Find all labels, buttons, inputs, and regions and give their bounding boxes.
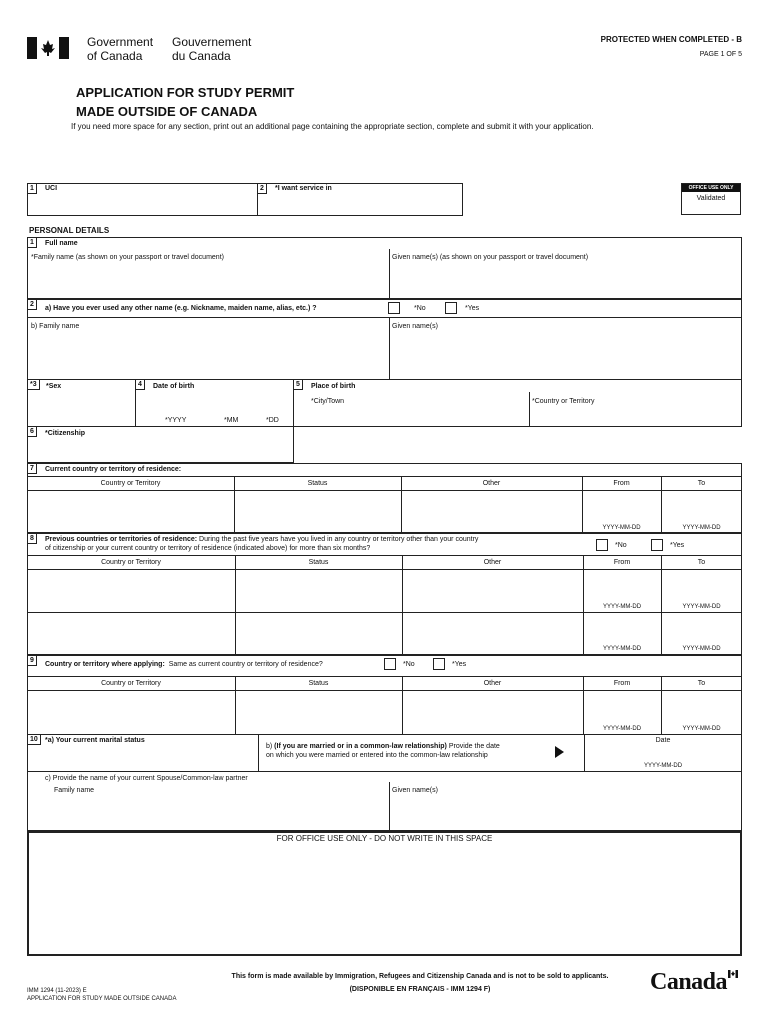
no-label: *No — [414, 305, 426, 312]
previous-row-1-other[interactable] — [404, 571, 581, 610]
field-number: 4 — [136, 380, 145, 390]
applying-other-input[interactable] — [404, 692, 581, 733]
other-family-name-label: b) Family name — [31, 323, 80, 330]
canada-wordmark: Canada — [650, 969, 727, 996]
other-given-names-input[interactable] — [392, 334, 739, 378]
col-to: To — [697, 559, 706, 566]
full-name-label: Full name — [45, 240, 78, 247]
spouse-given-names-input[interactable] — [392, 797, 739, 828]
sex-label: *Sex — [46, 383, 62, 390]
previous-row-1-country[interactable] — [29, 571, 233, 610]
country-applying-question: Country or territory where applying: Same as current country or territory of residence? — [45, 661, 323, 668]
sex-select[interactable] — [30, 394, 133, 424]
pob-country-label: *Country or Territory — [532, 398, 595, 405]
date-format-hint: YYYY-MM-DD — [602, 525, 641, 531]
current-to-input[interactable] — [663, 492, 740, 522]
dob-month-label: *MM — [224, 417, 239, 424]
date-format-hint: YYYY-MM-DD — [682, 726, 721, 732]
previous-row-1-status[interactable] — [237, 571, 400, 610]
other-name-question: a) Have you ever used any other name (e.g. Nickname, maiden name, alias, etc.) ? — [45, 305, 317, 312]
dob-year-label: *YYYY — [165, 417, 187, 424]
no-label: *No — [403, 661, 415, 668]
family-name-input[interactable] — [30, 265, 386, 297]
arrow-right-icon — [555, 746, 564, 758]
col-country: Country or Territory — [100, 480, 161, 487]
date-format-hint: YYYY-MM-DD — [602, 604, 642, 610]
applying-yes-checkbox[interactable] — [433, 658, 445, 670]
pob-country-select[interactable] — [532, 408, 739, 424]
yes-label: *Yes — [670, 542, 685, 549]
col-country: Country or Territory — [101, 559, 161, 566]
page-number: PAGE 1 OF 5 — [699, 51, 742, 58]
marriage-date-input[interactable] — [586, 746, 740, 760]
field-number: 7 — [28, 464, 37, 474]
marriage-date-label: Date — [655, 737, 671, 744]
field-number: 6 — [28, 427, 37, 437]
spouse-family-name-label: Family name — [54, 787, 95, 794]
col-from: From — [613, 559, 631, 566]
previous-row-2-status[interactable] — [237, 614, 400, 653]
yes-label: *Yes — [465, 305, 480, 312]
applying-status-select[interactable] — [237, 692, 400, 733]
col-to: To — [697, 480, 706, 487]
previous-row-2-other[interactable] — [404, 614, 581, 653]
other-name-no-checkbox[interactable] — [388, 302, 400, 314]
instruction-text: If you need more space for any section, print out an additional page containing the appropriate section, complete and submit it with your application. — [71, 122, 594, 131]
city-input[interactable] — [296, 408, 528, 424]
date-format-hint: YYYY-MM-DD — [682, 604, 721, 610]
field-number: 2 — [28, 300, 37, 310]
citizenship-select[interactable] — [30, 440, 291, 460]
current-other-input[interactable] — [403, 492, 580, 531]
office-use-area — [27, 831, 742, 956]
field-number: 1 — [28, 184, 37, 194]
uci-input[interactable] — [30, 195, 254, 214]
applying-no-checkbox[interactable] — [384, 658, 396, 670]
current-country-select[interactable] — [29, 492, 232, 531]
dob-input[interactable] — [138, 393, 290, 413]
yes-label: *Yes — [452, 661, 467, 668]
family-name-label: *Family name (as shown on your passport or travel document) — [31, 254, 224, 261]
previous-no-checkbox[interactable] — [596, 539, 608, 551]
date-format-hint: YYYY-MM-DD — [682, 646, 721, 652]
col-other: Other — [483, 680, 502, 687]
form-title: APPLICATION FOR STUDY PERMIT MADE OUTSIDE OF CANADA — [76, 85, 295, 119]
city-label: *City/Town — [311, 398, 345, 405]
no-label: *No — [615, 542, 627, 549]
government-of-canada-en: Government of Canada — [87, 35, 154, 63]
applying-country-select[interactable] — [29, 692, 233, 733]
section-heading: PERSONAL DETAILS — [29, 226, 110, 235]
previous-row-2-country[interactable] — [29, 614, 233, 653]
col-status: Status — [308, 559, 329, 566]
pob-label: Place of birth — [311, 383, 356, 390]
wordmark-flag-icon — [728, 970, 738, 978]
field-number: *3 — [28, 380, 40, 390]
footer-note: This form is made available by Immigration, Refugees and Citizenship Canada and is not to be sold to applicants. (DISPONIBLE EN FRANÇAIS - IMM 1294 F) — [231, 973, 609, 993]
given-names-label: Given name(s) (as shown on your passport or travel document) — [392, 254, 589, 261]
col-other: Other — [482, 480, 501, 487]
col-other: Other — [483, 559, 502, 566]
other-family-name-input[interactable] — [30, 334, 386, 378]
service-language-select[interactable] — [260, 195, 460, 214]
col-status: Status — [307, 480, 328, 487]
canada-flag-logo — [27, 37, 69, 59]
marital-status-select[interactable] — [30, 748, 256, 768]
field-number: 2 — [258, 184, 267, 194]
other-name-yes-checkbox[interactable] — [445, 302, 457, 314]
marital-status-label: *a) Your current marital status — [45, 737, 145, 744]
col-status: Status — [308, 680, 329, 687]
dob-day-label: *DD — [266, 417, 279, 424]
field-number: 1 — [28, 238, 37, 248]
uci-label: UCI — [45, 185, 58, 192]
previous-residence-question: Previous countries or territories of residence: During the past five years have you lived in any country or territory other than your country of citizenship or your current country or territory of residence (indicated above) for more than six months? — [45, 536, 479, 552]
field-number: 5 — [294, 380, 303, 390]
office-use-label: FOR OFFICE USE ONLY - DO NOT WRITE IN THIS SPACE — [276, 834, 493, 843]
validated-label: Validated — [696, 195, 726, 202]
spouse-given-names-label: Given name(s) — [392, 787, 438, 794]
field-number: 9 — [28, 656, 37, 666]
government-of-canada-fr: Gouvernement du Canada — [172, 35, 252, 63]
service-language-label: *I want service in — [275, 185, 332, 192]
col-from: From — [613, 480, 630, 487]
office-use-only-tag: OFFICE USE ONLY — [682, 184, 740, 192]
field-number: 8 — [28, 534, 37, 544]
date-format-hint: YYYY-MM-DD — [682, 525, 721, 531]
previous-yes-checkbox[interactable] — [651, 539, 663, 551]
form-code: IMM 1294 (11-2023) E APPLICATION FOR STUDY MADE OUTSIDE CANADA — [27, 988, 177, 1002]
marriage-date-question: b) (If you are married or in a common-law relationship) Provide the date on which you were married or entered into the common-law relationship — [266, 743, 500, 759]
protected-label: PROTECTED WHEN COMPLETED - B — [600, 35, 742, 44]
field-number: 10 — [28, 735, 41, 745]
date-format-hint: YYYY-MM-DD — [602, 646, 642, 652]
spouse-name-label: c) Provide the name of your current Spouse/Common-law partner — [45, 775, 248, 782]
date-format-hint: YYYY-MM-DD — [602, 726, 642, 732]
dob-label: Date of birth — [153, 383, 195, 390]
citizenship-label: *Citizenship — [45, 430, 86, 437]
current-status-select[interactable] — [236, 492, 399, 531]
date-format-hint: YYYY-MM-DD — [643, 763, 683, 769]
col-from: From — [613, 680, 631, 687]
col-to: To — [697, 680, 706, 687]
spouse-family-name-input[interactable] — [30, 797, 386, 828]
other-given-names-label: Given name(s) — [392, 323, 438, 330]
current-residence-label: Current country or territory of residence: — [45, 466, 182, 473]
col-country: Country or Territory — [101, 680, 161, 687]
current-from-input[interactable] — [584, 492, 659, 522]
given-names-input[interactable] — [392, 265, 739, 297]
